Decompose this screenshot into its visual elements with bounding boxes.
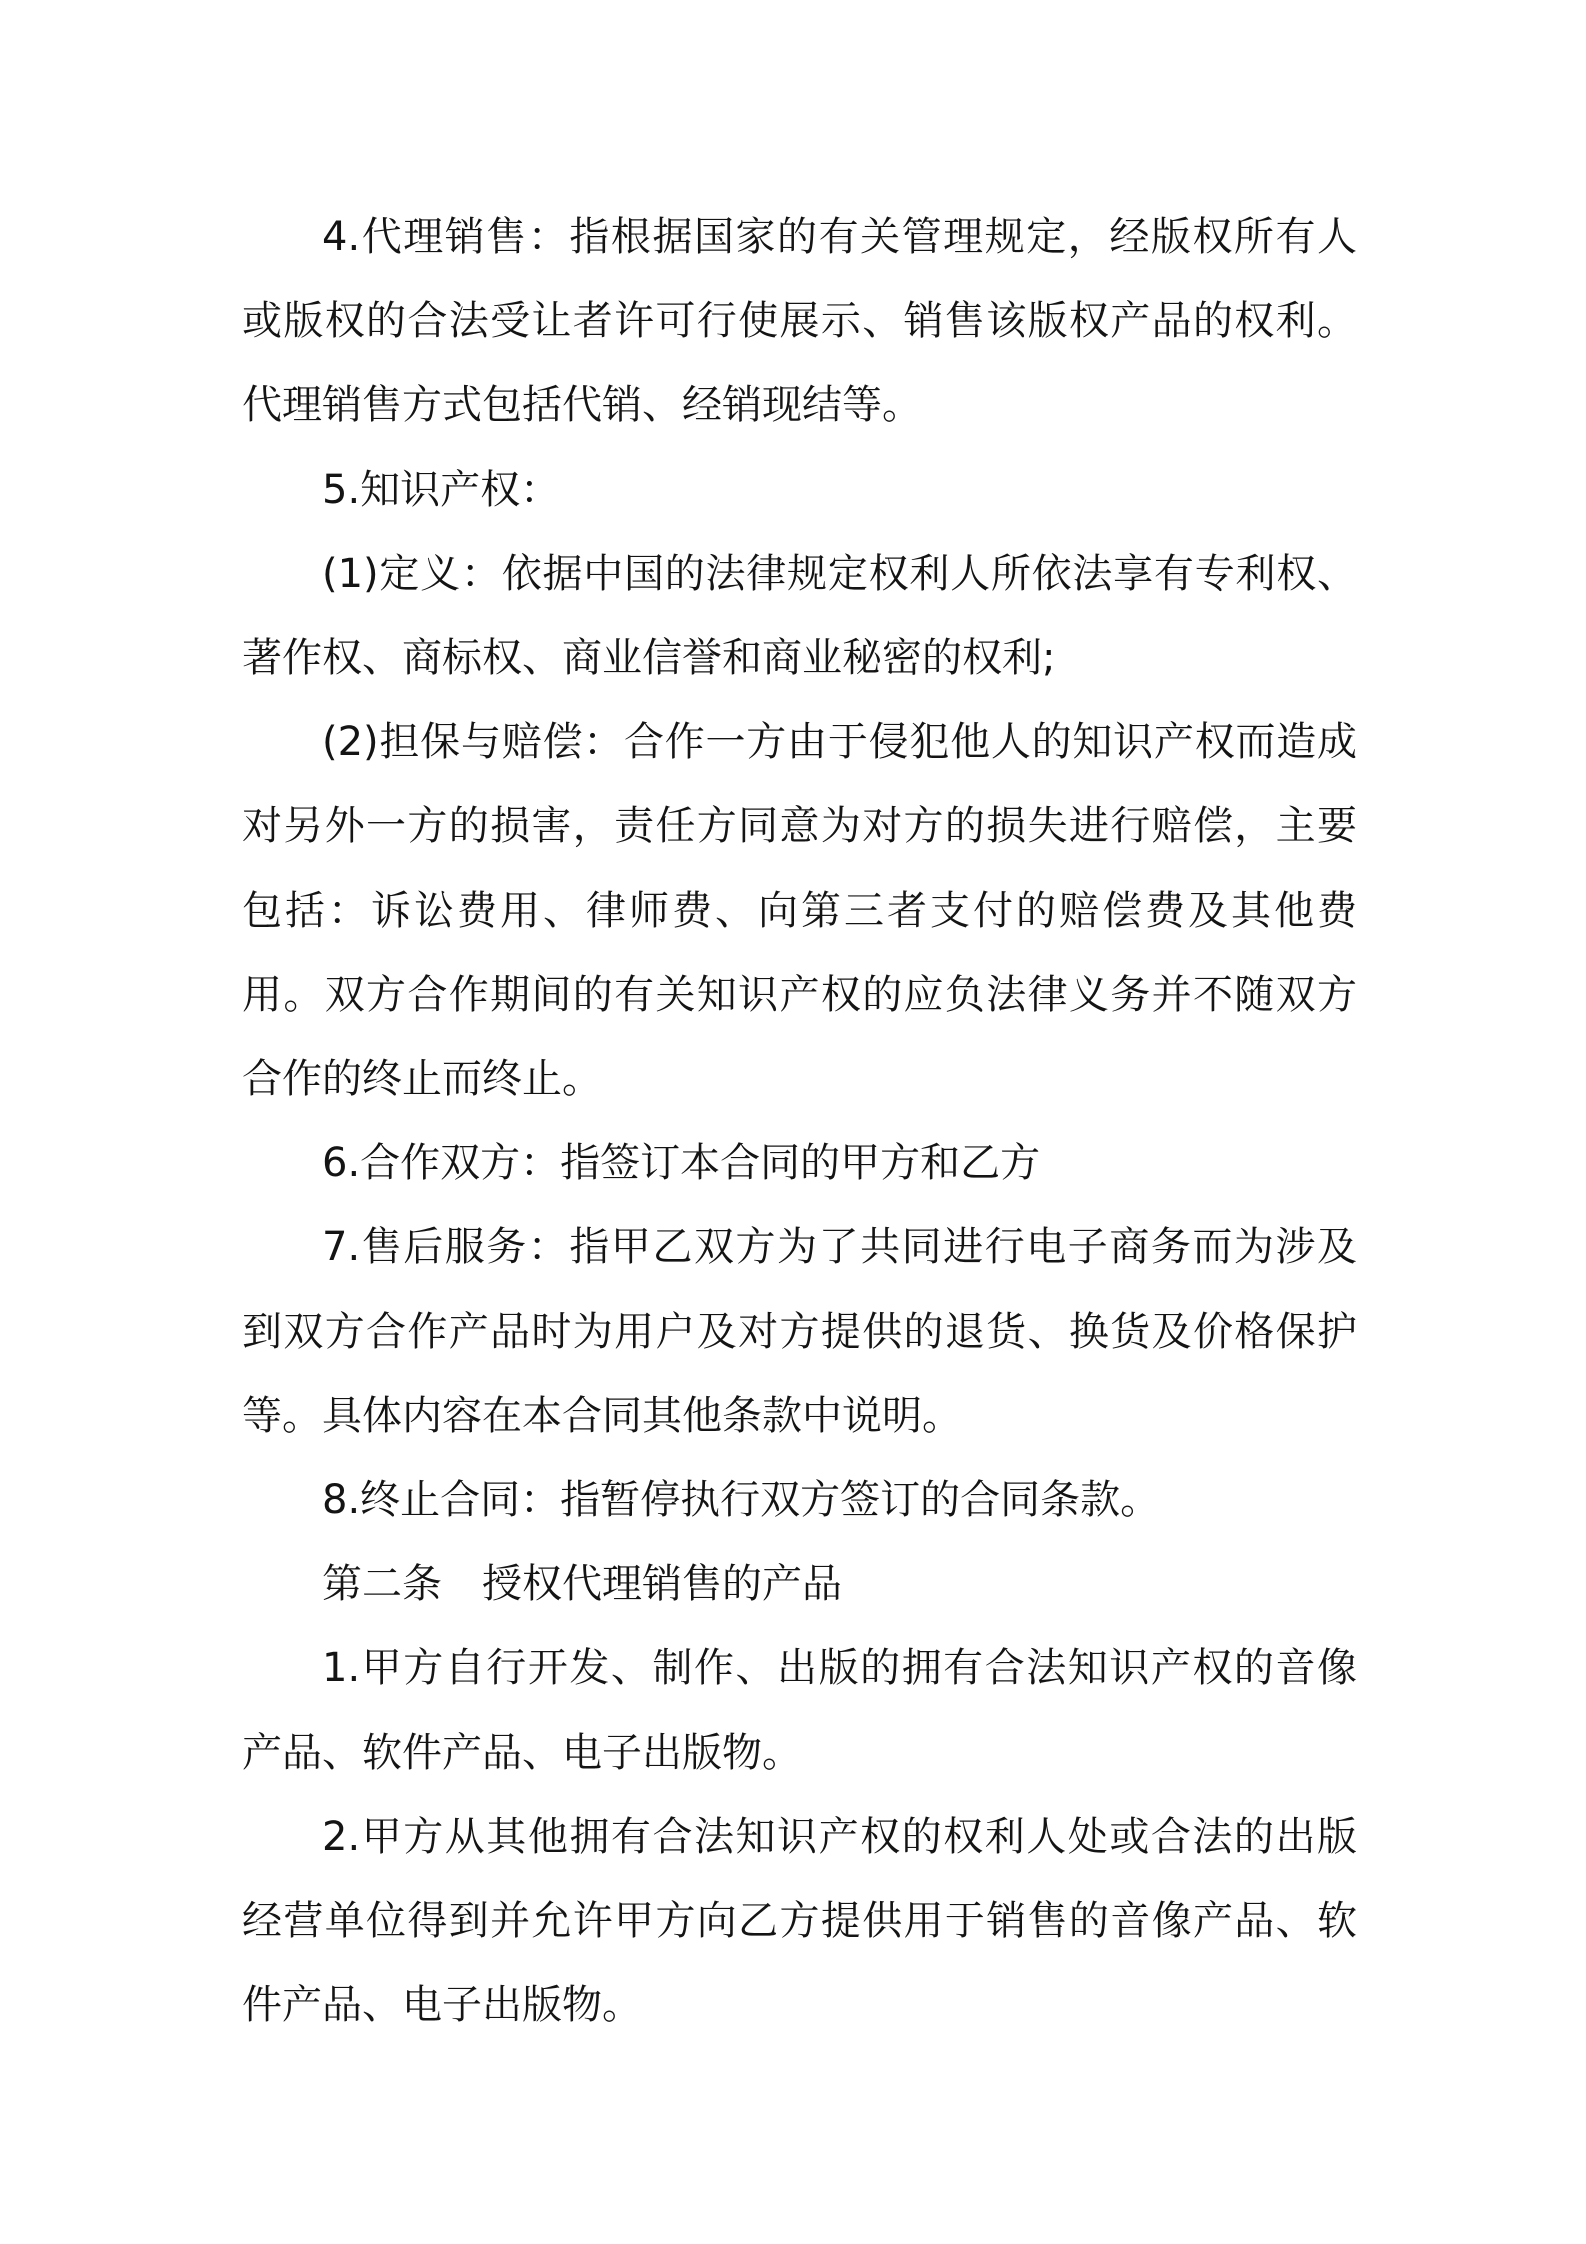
paragraph-termination: 8.终止合同：指暂停执行双方签订的合同条款。 (322, 1477, 1161, 1524)
article-two-heading: 第二条 授权代理销售的产品 (322, 1561, 842, 1608)
paragraph-ip-guarantee: (2)担保与赔偿：合作一方由于侵犯他人的知识产权而造成对另外一方的损害，责任方同意为对方的损失进行赔偿，主要包括：诉讼费用、律师费、向第三者支付的赔偿费及其他费用。双方合作期间的有关知识产权的应负法律义务并不随双方合作的终止而终止。 (242, 719, 1357, 1103)
paragraph-ip-heading: 5.知识产权： (322, 466, 561, 513)
paragraph-agency-sales: 4.代理销售：指根据国家的有关管理规定，经版权所有人或版权的合法受让者许可行使展示、销售该版权产品的权利。代理销售方式包括代销、经销现结等。 (242, 214, 1357, 429)
paragraph-products-2: 2.甲方从其他拥有合法知识产权的权利人处或合法的出版经营单位得到并允许甲方向乙方提供用于销售的音像产品、软件产品、电子出版物。 (242, 1813, 1357, 2029)
document-body (242, 195, 1357, 2047)
paragraph-ip-definition: (1)定义：依据中国的法律规定权利人所依法享有专利权、著作权、商标权、商业信誉和商业秘密的权利; (242, 550, 1357, 682)
paragraph-products-1: 1.甲方自行开发、制作、出版的拥有合法知识产权的音像产品、软件产品、电子出版物。 (242, 1645, 1357, 1776)
paragraph-after-sales: 7.售后服务：指甲乙双方为了共同进行电子商务而为涉及到双方合作产品时为用户及对方提供的退货、换货及价格保护等。具体内容在本合同其他条款中说明。 (242, 1224, 1357, 1439)
paragraph-parties: 6.合作双方：指签订本合同的甲方和乙方 (322, 1140, 1041, 1187)
